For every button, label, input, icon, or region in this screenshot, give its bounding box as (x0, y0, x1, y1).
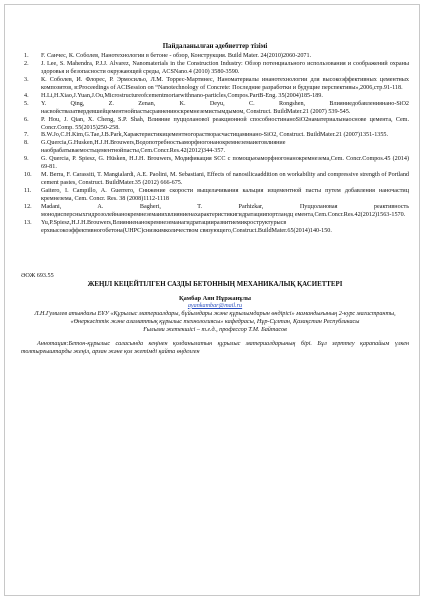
reference-item (21, 156, 409, 172)
reference-text: M. Berra, F. Carassiti, T. Mangialardi, A.E. Paolini, M. Sebastiani, Effects of nanosilicaaddition on workability and compressive strength of Portland cement pastes, Construct. BuildMater.35 (2012) 666-675. (41, 172, 409, 187)
references-list (21, 53, 409, 236)
references-heading: Пайдаланылған әдебиеттер тізімі (162, 43, 268, 50)
reference-number: 7. (24, 132, 29, 139)
reference-item (21, 101, 409, 117)
reference-number: 10. (24, 172, 32, 179)
reference-number: 11. (24, 188, 32, 195)
reference-text: G. Quercia, P. Spiesz, G. Hüsken, H.J.H. Brouwers, Модификация SCC с помощьюаморфногонанокремнезема,Cem. Concr.Compos.45 (2014) 69-81. (41, 156, 409, 171)
reference-item (21, 117, 409, 133)
reference-text: Yu,P.Spiesz,H.J.H.Brouwers,Влияниенанокремнеземанагидратацииразвитиемикроструктурысв ерхвысокоэффективногобетона(UHPC)снизкимколичеством связующего,Construct.BuildMater.65(2014)140-150. (41, 219, 332, 234)
reference-text: J. Lee, S. Mahendra, P.J.J. Alvarez, Nanomaterials in the Construction Industry: Обзор потенциального использования и соображений охраны здоровья и безопасности окружающей среды, ACSNano.4 (2010) 3580-3590. (41, 60, 409, 75)
article-title: ЖЕҢІЛ КЕЦЕЙТІЛГЕН САЗДЫ БЕТОННЫҢ МЕХАНИКАЛЫҚ ҚАСИЕТТЕРІ (87, 280, 343, 288)
reference-item (21, 140, 409, 156)
reference-text: F. Санчес, К. Соболев, Нанотехнологии в бетоне - обзор, Конструкция. Build Mater. 24(2010)2060-2071. (41, 52, 312, 59)
reference-number: 13. (24, 219, 32, 226)
reference-number: 4. (24, 92, 29, 99)
author-email-link[interactable]: ayankambar@mail.ru (187, 302, 243, 309)
reference-text: К. Соболев, И. Флорес, Р. Эрмосильо, Л.М. Торрес-Мартинес, Наноматериалы инанотехнологии для высокоэффективных цементных композитов, в:Proceedings of ACISession on “Nanotechnology of Concrete: Последние разработки и будущие перспективы»,2006,стр.91-118. (41, 76, 409, 91)
reference-item (21, 77, 409, 93)
author-name: Қамбар Аян Нұржанұлы (178, 294, 252, 302)
reference-number: 5. (24, 100, 29, 107)
document-page (4, 4, 420, 596)
section-gap (21, 236, 409, 273)
reference-item (21, 61, 409, 77)
reference-item (21, 204, 409, 220)
page-content (21, 43, 409, 356)
reference-text: G.Quercia,G.Husken,H.J.H.Brouwers,Водопотребностьаморфногонанокремнеземаиеговлияние наобрабатываемостьцементнойпасты,Cem.Concr.Res.42(2012)344-357. (41, 140, 286, 155)
udk-code: ӘОЖ 693.55 (21, 272, 54, 279)
reference-text: Madani, A. Bagheri, T. Parhizkar, Пуццолановая реактивность монодисперсныхгидрозолейнанокремнеземаиихвлияниенахарактеристикигидратациипортландц емента,Cem.Concr.Res.42(2012)1563-1570. (41, 204, 409, 219)
reference-text: P. Hou, J. Qian, X. Cheng, S.P. Shah, Влияние пуццоланової реакционной способностинаноSiO2наматериалынаоснове цемента, Cem. Concr.Comp. 55(2015)250-258. (41, 116, 409, 131)
abstract-paragraph: Аннотация:Бетон-құрылыс саласында кеңінен қолданылатын құрылыс материалдарының бірі. Бұл зерттеу қарапайым үлкен толтырғыштарды жеңіл, арзан және қол жетімді қайта өңделген (21, 340, 409, 355)
reference-text: B.W.Jo,C.H.Kim,G.Tae,J.B.Park,Характеристикицементногорастворасчастицаминано-SiO2, Construct. BuildMater.21 (2007)1351-1355. (41, 132, 389, 139)
reference-number: 6. (24, 116, 29, 123)
reference-item (21, 172, 409, 188)
reference-text: H.Li,H.Xiao,J.Yuan,J.Ou,Microstructureofcementmortarwithnano-particles,Compos.PartB-Eng. 35(2004)185-189. (41, 92, 323, 99)
reference-text: Gaitero, I. Campillo, A. Guerrero, Снижение скорости выщелачивания кальция изцементной пасты путем добавления наночастиц кремнезема, Cem. Concr. Res. 38 (2008)1112-1118 (41, 188, 409, 203)
reference-number: 12. (24, 204, 32, 211)
reference-number: 9. (24, 156, 29, 163)
reference-text: Y. Qing, Z. Zenan, K. Deyu, C. Rongshen, Влияниедобавлениянано-SiO2 насвойствазатвердевшейцементнойпастысравнениюскремнеземистымдымом, Construct. BuildMater.21 (2007) 539-545. (41, 100, 409, 115)
reference-item (21, 53, 409, 61)
author-affiliation: Л.Н.Гумилев атындағы ЕҰУ «Құрылыс материалдары, бұйымдары және құрылымдарын өндірісі» мамандығының 2-курс магистранты, «Өнеркәсіптік және азаматтық құрылыс технологиясы» кафедрасы, Нұр-Сұлтан, Қазақстан Республикасы (34, 310, 396, 325)
reference-number: 8. (24, 140, 29, 147)
reference-number: 2. (24, 60, 29, 67)
reference-number: 3. (24, 76, 29, 83)
scientific-advisor: Ғылыми жетекшісі – т.ғ.д., профессор Т.М. Байтасов (143, 326, 287, 333)
reference-item (21, 220, 409, 236)
reference-number: 1. (24, 52, 29, 59)
reference-item (21, 93, 409, 101)
reference-item (21, 188, 409, 204)
